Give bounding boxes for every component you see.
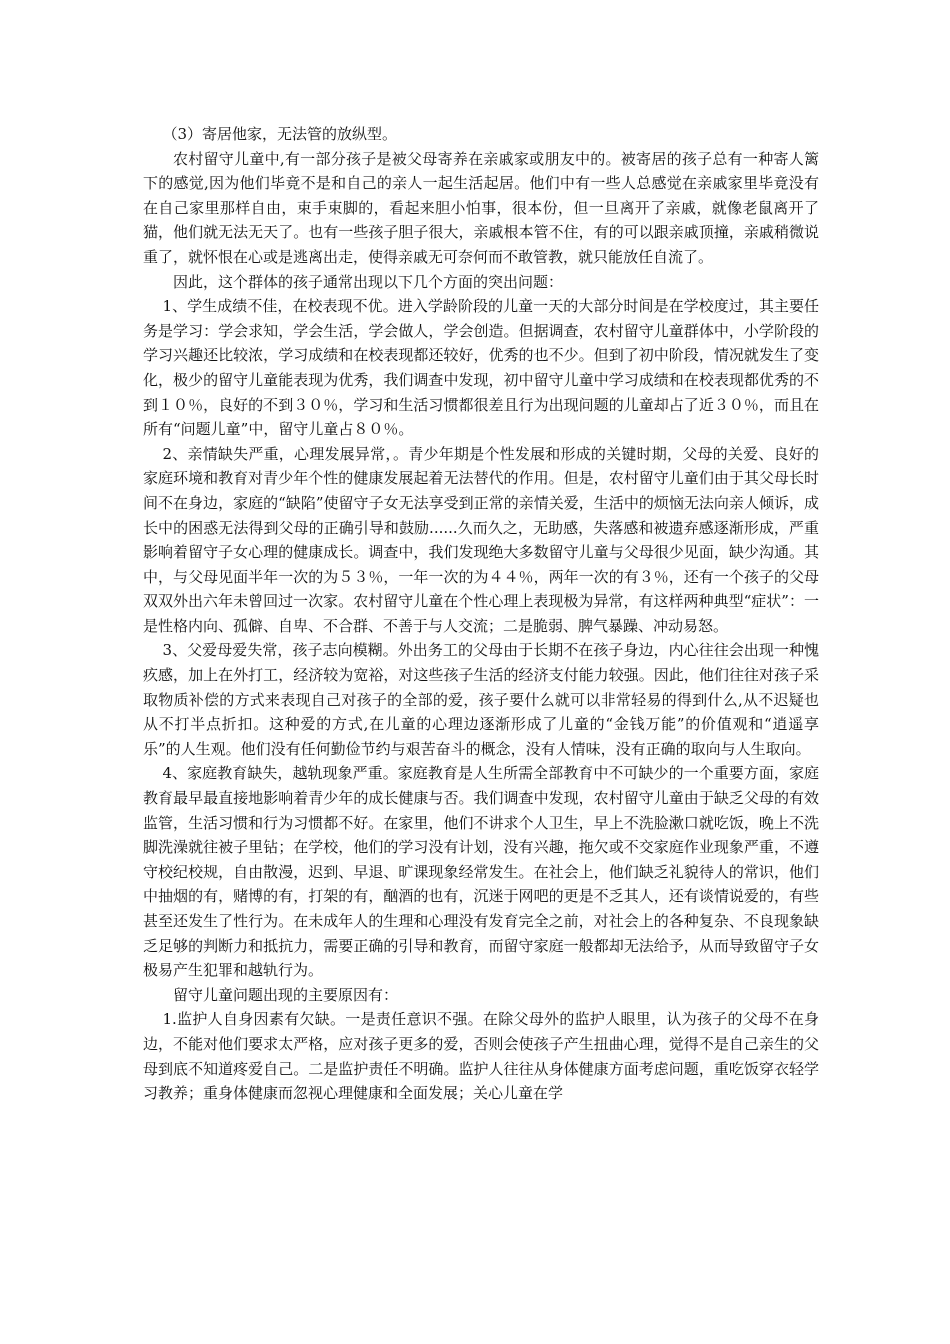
paragraph-problem-1: 1、学生成绩不佳，在校表现不优。进入学龄阶段的儿童一天的大部分时间是在学校度过，其主要任务是学习：学会求知，学会生活，学会做人，学会创造。但据调查，农村留守儿童群体中，小学阶段的学习兴趣还比较浓，学习成绩和在校表现都还较好，优秀的也不少。但到了初中阶段，情况就发生了变化，极少的留守儿童能表现为优秀，我们调查中发现，初中留守儿童中学习成绩和在校表现都优秀的不到１０％，良好的不到３０％，学习和生活习惯都很差且行为出现问题的儿童却占了近３０％，而且在所有“问题儿童”中，留守儿童占８０％。 (143, 297, 819, 439)
document-body (143, 122, 819, 1106)
paragraph-boarding-description: 农村留守儿童中,有一部分孩子是被父母寄养在亲戚家或朋友中的。被寄居的孩子总有一种寄人篱下的感觉,因为他们毕竟不是和自己的亲人一起生活起居。他们中有一些人总感觉在亲戚家里毕竟没有在自己家里那样自由，束手束脚的，看起来胆小怕事，很本份，但一旦离开了亲戚，就像老鼠离开了猫，他们就无法无天了。也有一些孩子胆子很大，亲戚根本管不住，有的可以跟亲戚顶撞，亲戚稍微说重了，就怀恨在心或是逃离出走，使得亲戚无可奈何而不敢管教，就只能放任自流了。 (143, 149, 819, 266)
paragraph-problems-intro: 因此，这个群体的孩子通常出现以下几个方面的突出问题： (173, 272, 564, 291)
paragraph-problem-2: 2、亲情缺失严重，心理发展异常，。青少年期是个性发展和形成的关键时期，父母的关爱、良好的家庭环境和教育对青少年个性的健康发展起着无法替代的作用。但是，农村留守儿童们由于其父母长时间不在身边，家庭的“缺陷”使留守子女无法享受到正常的亲情关爱，生活中的烦恼无法向亲人倾诉，成长中的困惑无法得到父母的正确引导和鼓励......久而久之，无助感，失落感和被遗弃感逐渐形成，严重影响着留守子女心理的健康成长。调查中，我们发现绝大多数留守儿童与父母很少见面，缺少沟通。其中，与父母见面半年一次的为５３％，一年一次的为４４％，两年一次的有３％，还有一个孩子的父母双双外出六年未曾回过一次家。农村留守儿童在个性心理上表现极为异常，有这样两种典型“症状”：一是性格内向、孤僻、自卑、不合群、不善于与人交流；二是脆弱、脾气暴躁、冲动易怒。 (143, 444, 819, 635)
paragraph-problem-3: 3、父爱母爱失常，孩子志向模糊。外出务工的父母由于长期不在孩子身边，内心往往会出现一种愧疚感，加上在外打工，经济较为宽裕，对这些孩子生活的经济支付能力较强。因此，他们往往对孩子采取物质补偿的方式来表现自己对孩子的全部的爱，孩子要什么就可以非常轻易的得到什么,从不迟疑也从不打半点折扣。这种爱的方式,在儿童的心理边逐渐形成了儿童的“金钱万能”的价值观和“逍遥享乐”的人生观。他们没有任何勤俭节约与艰苦奋斗的概念，没有人情味，没有正确的取向与人生取向。 (143, 641, 819, 758)
section-heading-boarding-type: （3）寄居他家，无法管的放纵型。 (162, 125, 398, 143)
paragraph-causes-intro: 留守儿童问题出现的主要原因有： (173, 985, 399, 1004)
paragraph-problem-4: 4、家庭教育缺失，越轨现象严重。家庭教育是人生所需全部教育中不可缺少的一个重要方面，家庭教育最早最直接地影响着青少年的成长健康与否。我们调查中发现，农村留守儿童由于缺乏父母的有效监管，生活习惯和行为习惯都不好。在家里，他们不讲求个人卫生，早上不洗脸漱口就吃饭，晚上不洗脚洗澡就往被子里钻；在学校，他们的学习没有计划，没有兴趣，拖欠或不交家庭作业现象严重，不遵守校纪校规，自由散漫，迟到、早退、旷课现象经常发生。在社会上，他们缺乏礼貌待人的常识，他们中抽烟的有，赌博的有，打架的有，酗酒的也有，沉迷于网吧的更是不乏其人，还有谈情说爱的，有些甚至还发生了性行为。在未成年人的生理和心理没有发育完全之前，对社会上的各种复杂、不良现象缺乏足够的判断力和抵抗力，需要正确的引导和教育，而留守家庭一般都却无法给予，从而导致留守子女极易产生犯罪和越轨行为。 (143, 764, 819, 980)
paragraph-cause-1: 1.监护人自身因素有欠缺。一是责任意识不强。在除父母外的监护人眼里，认为孩子的父母不在身边，不能对他们要求太严格，应对孩子更多的爱，否则会使孩子产生扭曲心理，觉得不是自己亲生的父母到底不知道疼爱自己。二是监护责任不明确。监护人往往从身体健康方面考虑问题，重吃饭穿衣轻学习教养；重身体健康而忽视心理健康和全面发展；关心儿童在学 (143, 1010, 819, 1103)
